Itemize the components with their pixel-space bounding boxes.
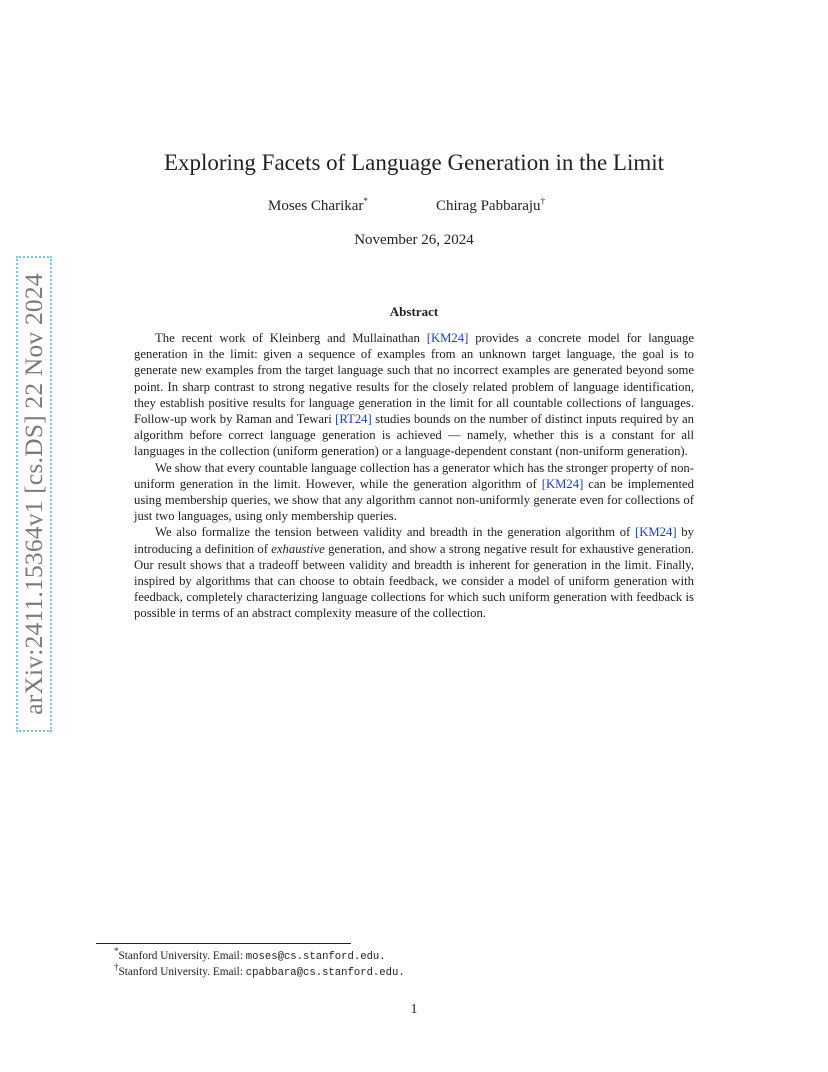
abstract-body	[134, 330, 694, 622]
footnotes	[114, 946, 405, 981]
author-pabbaraju: Chirag Pabbaraju†	[436, 196, 546, 214]
email-pabbaraju[interactable]: cpabbara@cs.stanford.edu.	[245, 967, 405, 979]
publication-date: November 26, 2024	[354, 232, 474, 248]
citation-link-km24[interactable]: [KM24]	[426, 331, 469, 345]
footnote-divider	[96, 943, 351, 944]
email-charikar[interactable]: moses@cs.stanford.edu.	[245, 951, 386, 963]
abstract-paragraph-2: We show that every countable language collection has a generator which has the stronger property of non-uniform generation in the limit. However, while the generation algorithm of [KM24] can be implemented using membership queries, we show that any algorithm cannot non-uniformly generate even for collections of just two languages, using only membership queries.	[134, 460, 694, 524]
footnote-1: *Stanford University. Email: moses@cs.stanford.edu.	[114, 946, 386, 963]
abstract-paragraph-1: The recent work of Kleinberg and Mullainathan [KM24] provides a concrete model for language generation in the limit: given a sequence of examples from an unknown target language, the goal is to generate new examples from the target language such that no incorrect examples are generated beyond some point. In sharp contrast to strong negative results for the closely related problem of language identification, they establish positive results for language generation in the limit for all countable collections of languages. Follow-up work by Raman and Tewari [RT24] studies bounds on the number of distinct inputs required by an algorithm before correct language generation is achieved — namely, whether this is a constant for all languages in the collection (uniform generation) or a language-dependent constant (non-uniform generation).	[134, 331, 695, 459]
abstract-heading: Abstract	[389, 304, 439, 319]
citation-link-km24[interactable]: [KM24]	[635, 525, 677, 540]
paper-title: Exploring Facets of Language Generation in the Limit	[163, 150, 665, 175]
abstract-paragraph-3: We also formalize the tension between validity and breadth in the generation algorithm of [KM24] by introducing a definition of exhaustive generation, and show a strong negative result for exhaustive generation. Our result shows that a tradeoff between validity and breadth is inherent for generation in the limit. Finally, inspired by algorithms that can choose to obtain feedback, we consider a model of uniform generation with feedback, completely characterizing language collections for which such uniform generation with feedback is possible in terms of an abstract complexity measure of the collection.	[134, 525, 694, 621]
arxiv-watermark	[16, 256, 52, 732]
footnote-mark-star: *	[363, 196, 368, 206]
footnote-2: †Stanford University. Email: cpabbara@cs.stanford.edu.	[114, 962, 405, 979]
footnote-mark-dagger: †	[540, 196, 546, 206]
page-number: 1	[410, 1002, 418, 1017]
citation-link-km24[interactable]: [KM24]	[541, 476, 584, 491]
author-charikar: Moses Charikar*	[268, 196, 368, 214]
citation-link-rt24[interactable]: [RT24]	[335, 412, 372, 427]
arxiv-id-text: arXiv:2411.15364v1 [cs.DS] 22 Nov 2024	[19, 273, 48, 715]
